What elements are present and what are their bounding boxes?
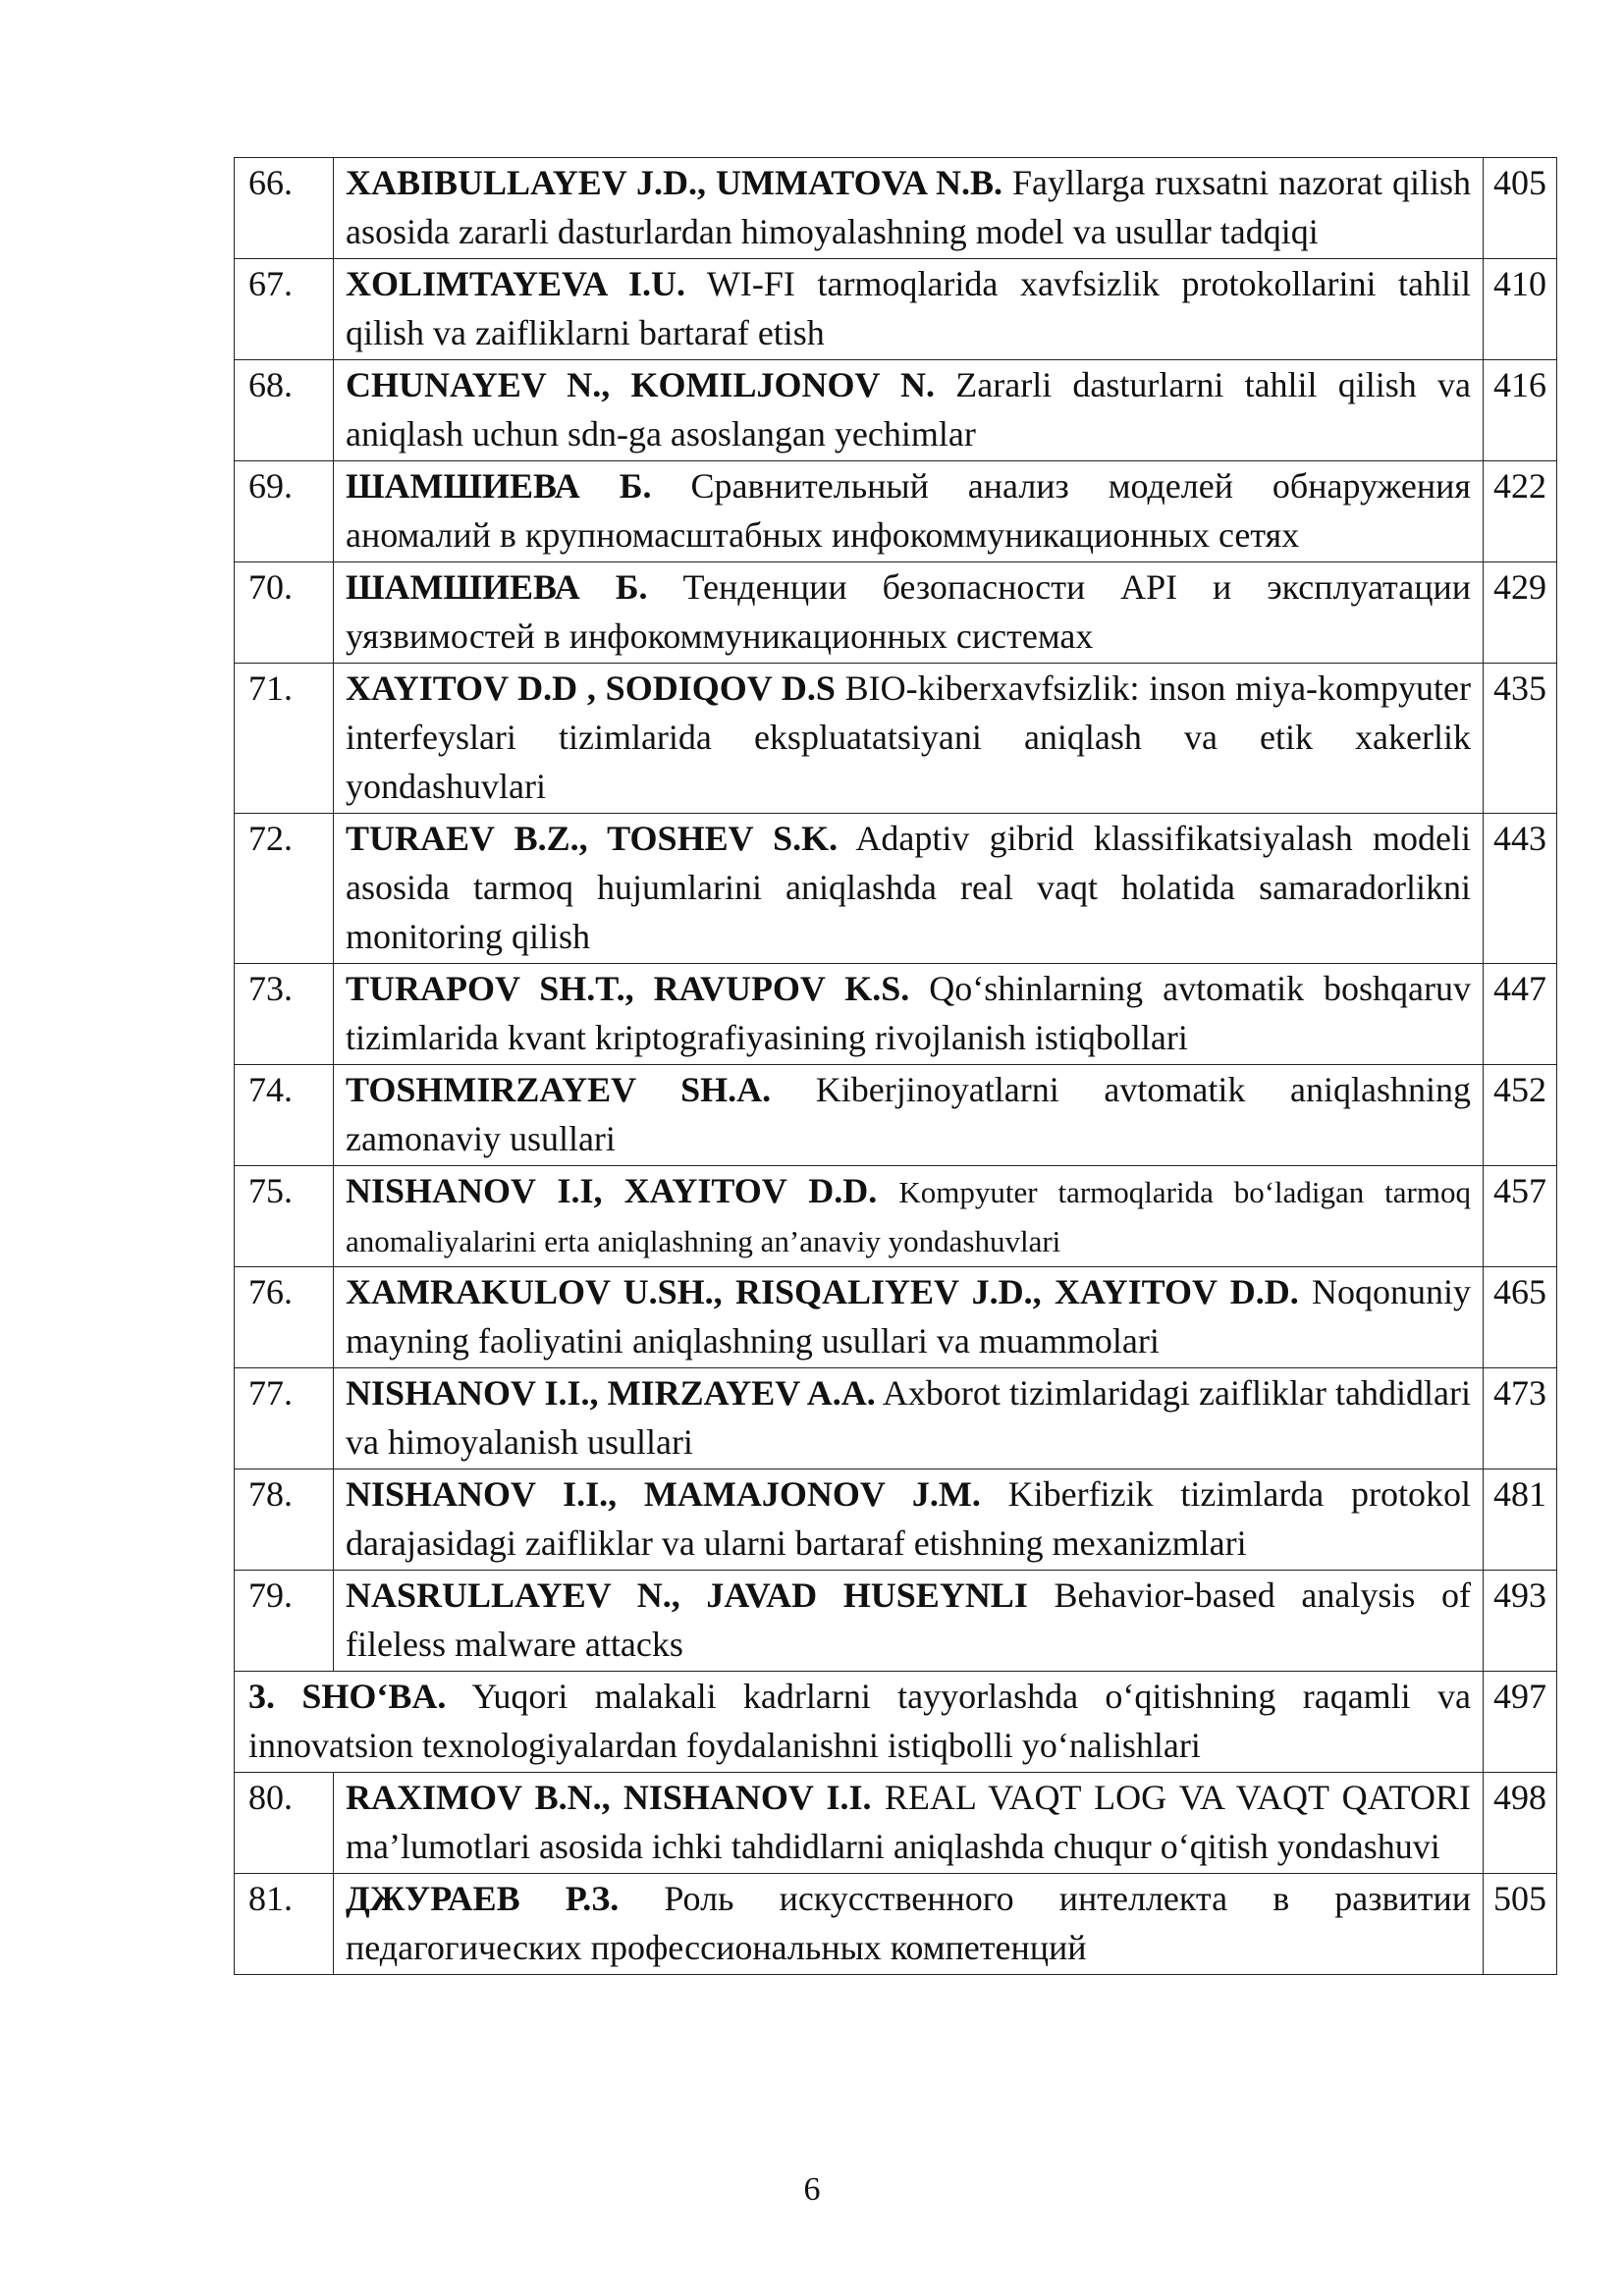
entry-title: Axborot tizimlaridagi zaifliklar tahdidlari va himoyalanish usullari (346, 1373, 1471, 1462)
section-heading (235, 1672, 1484, 1773)
entry-text (334, 964, 1484, 1065)
entry-page: 435 (1484, 664, 1557, 814)
toc-row (235, 1571, 1557, 1672)
entry-number: 75. (235, 1166, 334, 1267)
toc-row (235, 664, 1557, 814)
entry-page: 457 (1484, 1166, 1557, 1267)
toc-row (235, 461, 1557, 562)
entry-page: 465 (1484, 1267, 1557, 1368)
entry-authors: TOSHMIRZAYEV SH.A. (346, 1070, 772, 1109)
entry-number: 69. (235, 461, 334, 562)
entry-text (334, 814, 1484, 964)
entry-number: 68. (235, 360, 334, 461)
entry-authors: TURAPOV SH.T., RAVUPOV K.S. (346, 969, 910, 1008)
entry-title: Kiberfizik tizimlarda protokol darajasidagi zaifliklar va ularni bartaraf etishning mexanizmlari (346, 1474, 1471, 1563)
toc-row (235, 964, 1557, 1065)
entry-text (334, 1874, 1484, 1975)
toc-row (235, 259, 1557, 360)
entry-text (334, 1773, 1484, 1874)
entry-title: BIO-kiberxavfsizlik: inson miya-kompyuter interfeyslari tizimlarida ekspluatatsiyani aniqlash va etik xakerlik yondashuvlari (346, 668, 1472, 806)
entry-number: 71. (235, 664, 334, 814)
section-title: Yuqori malakali kadrlarni tayyorlashda o‘qitishning raqamli va innovatsion texnologiyalardan foydalanishni istiqbolli yo‘nalishlari (248, 1677, 1471, 1765)
entry-title: WI-FI tarmoqlarida xavfsizlik protokollarini tahlil qilish va zaifliklarni bartaraf etish (346, 264, 1471, 352)
entry-authors: NISHANOV I.I., MAMAJONOV J.M. (346, 1474, 981, 1514)
entry-authors: NISHANOV I.I, XAYITOV D.D. (346, 1171, 878, 1210)
entry-page: 447 (1484, 964, 1557, 1065)
toc-row (235, 1065, 1557, 1166)
entry-number: 74. (235, 1065, 334, 1166)
section-row (235, 1672, 1557, 1773)
entry-authors: RAXIMOV B.N., NISHANOV I.I. (346, 1778, 872, 1817)
entry-title: Fayllarga ruxsatni nazorat qilish asosida zararli dasturlardan himoyalashning model va usullar tadqiqi (346, 163, 1472, 251)
entry-number: 76. (235, 1267, 334, 1368)
toc-row (235, 1469, 1557, 1571)
entry-title: Adaptiv gibrid klassifikatsiyalash modeli asosida tarmoq hujumlarini aniqlashda real vaqt holatida samaradorlikni monitoring qilish (346, 819, 1471, 956)
toc-row (235, 1166, 1557, 1267)
entry-number: 78. (235, 1469, 334, 1571)
entry-text (334, 461, 1484, 562)
entry-authors: CHUNAYEV N., KOMILJONOV N. (346, 365, 936, 404)
entry-title: REAL VAQT LOG VA VAQT QATORI ma’lumotlari asosida ichki tahdidlarni aniqlashda chuqur o‘qitish yondashuvi (346, 1778, 1471, 1866)
entry-text (334, 360, 1484, 461)
entry-number: 70. (235, 562, 334, 664)
entry-title: Kompyuter tarmoqlarida bo‘ladigan tarmoq anomaliyalarini erta aniqlashning an’anaviy yondashuvlari (346, 1175, 1471, 1258)
entry-text (334, 562, 1484, 664)
toc-row (235, 1368, 1557, 1469)
entry-page: 473 (1484, 1368, 1557, 1469)
entry-authors: ДЖУРАЕВ Р.З. (346, 1879, 620, 1918)
toc-row (235, 1773, 1557, 1874)
entry-text (334, 1065, 1484, 1166)
entry-number: 72. (235, 814, 334, 964)
entry-page: 481 (1484, 1469, 1557, 1571)
entry-authors: ШАМШИЕВА Б. (346, 466, 652, 506)
toc-row (235, 158, 1557, 259)
entry-authors: TURAEV B.Z., TOSHEV S.K. (346, 819, 839, 858)
entry-title: Тенденции безопасности API и эксплуатации уязвимостей в инфокоммуникационных системах (346, 567, 1471, 656)
section-label: 3. SHO‘BA. (248, 1677, 447, 1716)
entry-page: 416 (1484, 360, 1557, 461)
entry-number: 80. (235, 1773, 334, 1874)
entry-number: 73. (235, 964, 334, 1065)
entry-number: 81. (235, 1874, 334, 1975)
entry-page: 405 (1484, 158, 1557, 259)
page-number: 6 (803, 2171, 821, 2208)
entry-page: 410 (1484, 259, 1557, 360)
entry-number: 77. (235, 1368, 334, 1469)
entry-page: 493 (1484, 1571, 1557, 1672)
entry-page: 429 (1484, 562, 1557, 664)
entry-text (334, 664, 1484, 814)
section-page: 497 (1484, 1672, 1557, 1773)
entry-text (334, 1267, 1484, 1368)
entry-number: 79. (235, 1571, 334, 1672)
toc-row (235, 562, 1557, 664)
entry-text (334, 1571, 1484, 1672)
toc-row (235, 1267, 1557, 1368)
entry-text (334, 1469, 1484, 1571)
entry-title: Сравнительный анализ моделей обнаружения аномалий в крупномасштабных инфокоммуникационных сетях (346, 466, 1471, 555)
entry-number: 66. (235, 158, 334, 259)
entry-authors: NASRULLAYEV N., JAVAD HUSEYNLI (346, 1575, 1028, 1615)
table-of-contents (234, 157, 1557, 1975)
entry-page: 498 (1484, 1773, 1557, 1874)
entry-authors: NISHANOV I.I., MIRZAYEV A.A. (346, 1373, 876, 1413)
entry-text (334, 1166, 1484, 1267)
entry-authors: XABIBULLAYEV J.D., UMMATOVA N.B. (346, 163, 1002, 202)
entry-page: 505 (1484, 1874, 1557, 1975)
entry-text (334, 1368, 1484, 1469)
entry-text (334, 158, 1484, 259)
toc-row (235, 1874, 1557, 1975)
entry-number: 67. (235, 259, 334, 360)
toc-row (235, 360, 1557, 461)
entry-title: Behavior-based analysis of fileless malware attacks (346, 1575, 1472, 1664)
entry-authors: XAYITOV D.D , SODIQOV D.S (346, 668, 836, 708)
entry-page: 422 (1484, 461, 1557, 562)
entry-title: Kiberjinoyatlarni avtomatik aniqlashning zamonaviy usullari (346, 1070, 1471, 1158)
entry-authors: XAMRAKULOV U.SH., RISQALIYEV J.D., XAYITOV D.D. (346, 1272, 1299, 1311)
entry-title: Роль искусственного интеллекта в развитии педагогических профессиональных компетенций (346, 1879, 1472, 1967)
entry-page: 443 (1484, 814, 1557, 964)
entry-title: Noqonuniy mayning faoliyatini aniqlashning usullari va muammolari (346, 1272, 1472, 1361)
entry-authors: XOLIMTAYEVA I.U. (346, 264, 685, 303)
entry-text (334, 259, 1484, 360)
toc-row (235, 814, 1557, 964)
entry-page: 452 (1484, 1065, 1557, 1166)
entry-title: Zararli dasturlarni tahlil qilish va aniqlash uchun sdn-ga asoslangan yechimlar (346, 365, 1471, 454)
entry-title: Qo‘shinlarning avtomatik boshqaruv tizimlarida kvant kriptografiyasining rivojlanish istiqbollari (346, 969, 1471, 1057)
entry-authors: ШАМШИЕВА Б. (346, 567, 648, 607)
